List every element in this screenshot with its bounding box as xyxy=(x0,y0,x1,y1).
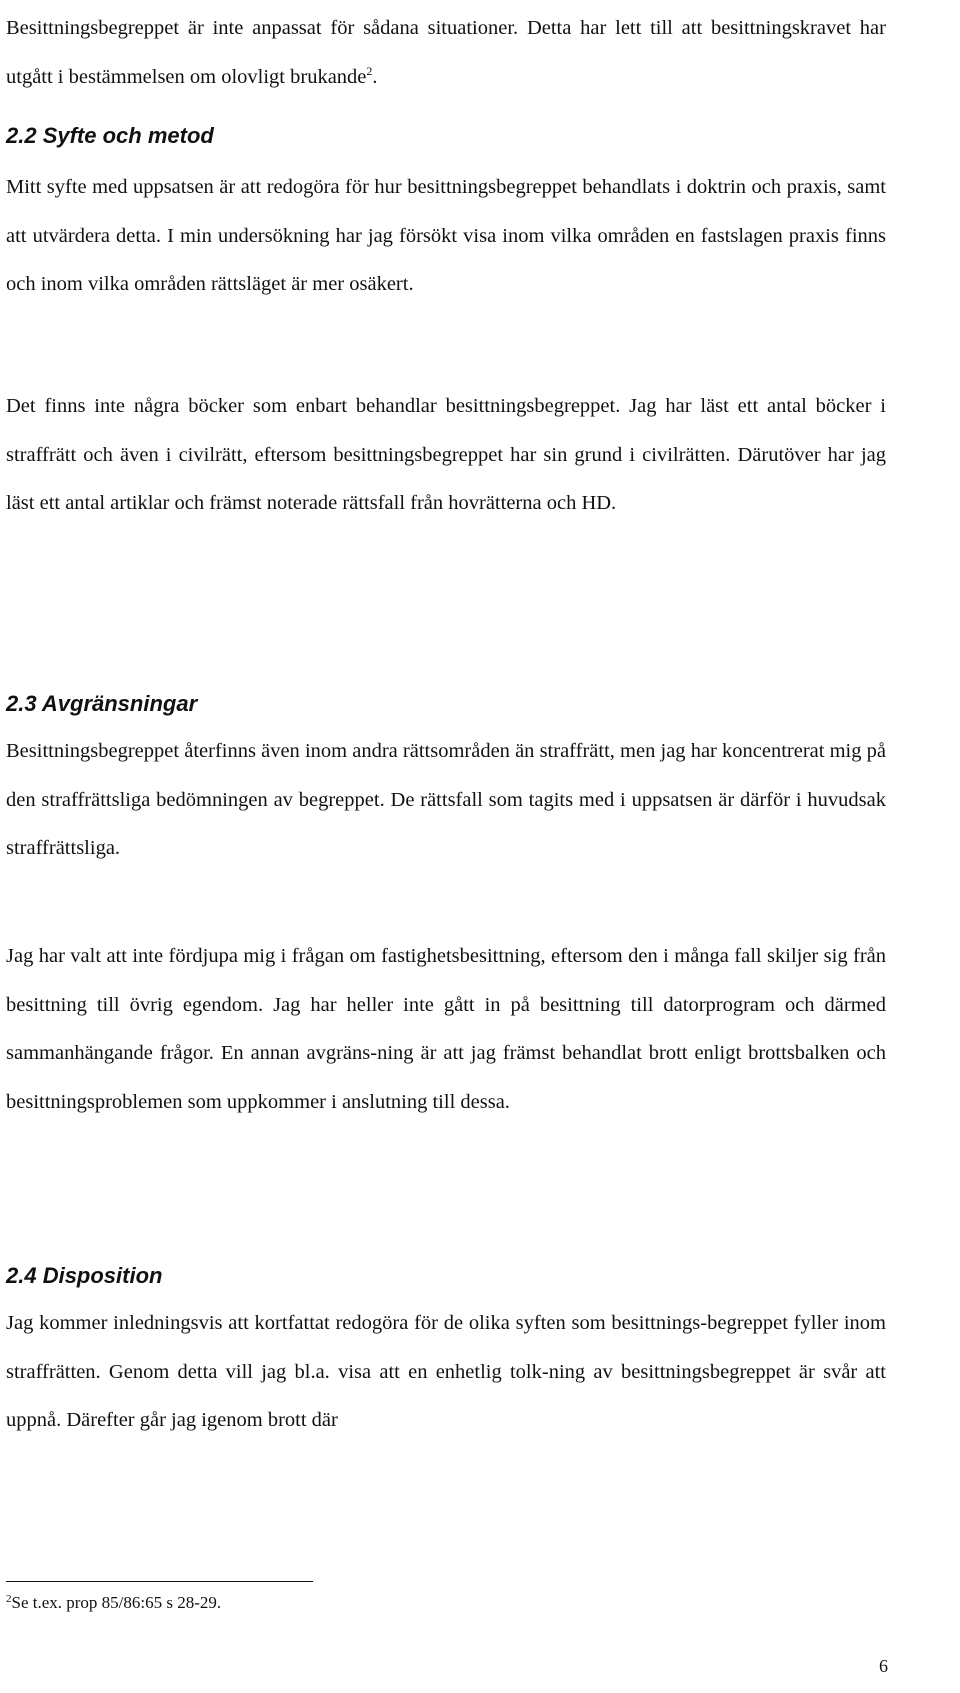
footnote-text: Se t.ex. prop 85/86:65 s 28-29. xyxy=(11,1593,222,1612)
paragraph-avgransningar-1: Besittningsbegreppet återfinns även inom andra rättsområden än straffrätt, men jag har koncentrerat mig på den straffrättsliga bedömningen av begreppet. De rättsfall som tagits med i uppsatsen är därför i huvudsak straffrättsliga. xyxy=(6,740,886,860)
paragraph-intro xyxy=(6,4,886,101)
heading-syfte-och-metod: 2.2 Syfte och metod xyxy=(6,123,214,148)
paragraph-kallor: Det finns inte några böcker som enbart behandlar besittningsbegreppet. Jag har läst ett antal böcker i straffrätt och även i civilrätt, eftersom besittningsbegreppet har sin grund i civilrätten. Därutöver har jag läst ett antal artiklar och främst noterade rättsfall från hovrätterna och HD. xyxy=(6,395,886,515)
page-number: 6 xyxy=(879,1656,888,1676)
footnote-mark: 2 xyxy=(6,1593,12,1605)
footnote xyxy=(6,1591,221,1615)
footnote-separator xyxy=(6,1581,313,1582)
paragraph-disposition: Jag kommer inledningsvis att kortfattat redogöra för de olika syften som besittnings-begreppet fyller inom straffrätten. Genom detta vill jag bl.a. visa att en enhetlig tolk-ning av besittningsbegreppet är svår att uppnå. Därefter går jag igenom brott där xyxy=(6,1312,886,1432)
paragraph-intro-text: Besittningsbegreppet är inte anpassat för sådana situationer. Detta har lett till att besittningskravet har utgått i bestämmelsen om olovligt brukande xyxy=(6,17,886,88)
paragraph-avgransningar-2: Jag har valt att inte fördjupa mig i frågan om fastighetsbesittning, eftersom den i många fall skiljer sig från besittning till övrig egendom. Jag har heller inte gått in på besittning till datorprogram och därmed sammanhängande frågor. En annan avgräns-ning är att jag främst behandlat brott enligt brottsbalken och besittningsproblemen som uppkommer i anslutning till dessa. xyxy=(6,945,886,1113)
heading-disposition: 2.4 Disposition xyxy=(6,1263,163,1288)
heading-avgransningar: 2.3 Avgränsningar xyxy=(6,691,198,716)
paragraph-syfte: Mitt syfte med uppsatsen är att redogöra för hur besittningsbegreppet behandlats i doktrin och praxis, samt att utvärdera detta. I min undersökning har jag försökt visa inom vilka områden en fastslagen praxis finns och inom vilka områden rättsläget är mer osäkert. xyxy=(6,176,886,296)
paragraph-intro-end: . xyxy=(372,65,378,88)
footnote-ref: 2 xyxy=(366,63,373,78)
